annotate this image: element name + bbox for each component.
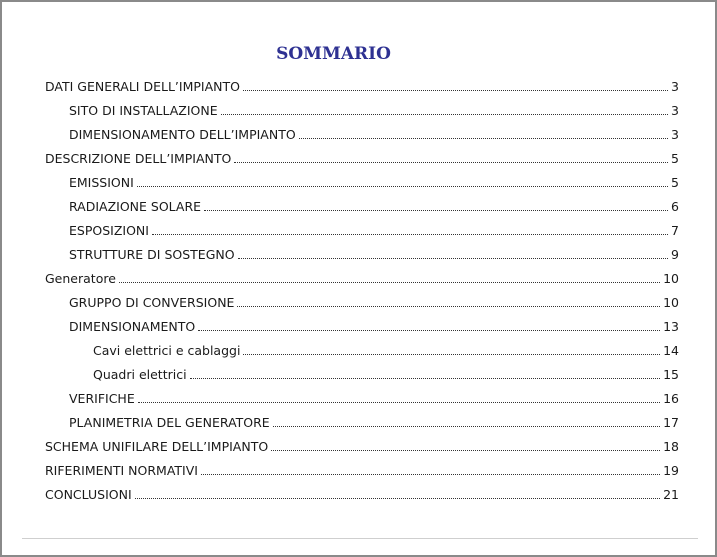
- dot-leader: [190, 378, 661, 379]
- dot-leader: [119, 282, 660, 283]
- dot-leader: [238, 258, 668, 259]
- toc-entry[interactable]: [45, 120, 679, 144]
- toc-entry-page-number: 15: [663, 367, 679, 382]
- toc-entry-title: GRUPPO DI CONVERSIONE: [69, 295, 235, 310]
- toc-entry-page-number: 5: [671, 151, 679, 166]
- toc-entry-page-number: 14: [663, 343, 679, 358]
- toc-entry-title: DIMENSIONAMENTO: [69, 319, 196, 334]
- dot-leader: [221, 114, 668, 115]
- dot-leader: [201, 474, 660, 475]
- toc-entry-page-number: 10: [663, 295, 679, 310]
- toc-entry[interactable]: [45, 192, 679, 216]
- dot-leader: [138, 402, 660, 403]
- toc-entry-title: PLANIMETRIA DEL GENERATORE: [69, 415, 270, 430]
- toc-title: SOMMARIO: [276, 44, 391, 64]
- dot-leader: [273, 426, 660, 427]
- toc-entry-page-number: 3: [671, 127, 679, 142]
- toc-entry-page-number: 19: [663, 463, 679, 478]
- toc-entry-page-number: 18: [663, 439, 679, 454]
- dot-leader: [137, 186, 668, 187]
- toc-entry-title: STRUTTURE DI SOSTEGNO: [69, 247, 235, 262]
- toc-entry[interactable]: [45, 360, 679, 384]
- toc-entry-page-number: 9: [671, 247, 679, 262]
- toc-entry-page-number: 7: [671, 223, 679, 238]
- toc-entry[interactable]: [45, 336, 679, 360]
- dot-leader: [271, 450, 660, 451]
- dot-leader: [237, 306, 660, 307]
- footer-divider: [22, 538, 698, 539]
- dot-leader: [234, 162, 668, 163]
- toc-entry[interactable]: [45, 480, 679, 504]
- dot-leader: [204, 210, 668, 211]
- toc-entry[interactable]: [45, 312, 679, 336]
- toc-entry-title: Cavi elettrici e cablaggi: [93, 343, 241, 358]
- toc-entry-page-number: 17: [663, 415, 679, 430]
- toc-entry-title: DIMENSIONAMENTO DELL’IMPIANTO: [69, 127, 296, 142]
- toc-entry-title: SITO DI INSTALLAZIONE: [69, 103, 218, 118]
- toc-entry[interactable]: [45, 216, 679, 240]
- toc-entry-page-number: 3: [671, 103, 679, 118]
- toc-entry[interactable]: [45, 408, 679, 432]
- toc-entry-page-number: 21: [663, 487, 679, 502]
- toc-entry-page-number: 13: [663, 319, 679, 334]
- toc-entry-title: RIFERIMENTI NORMATIVI: [45, 463, 198, 478]
- toc-entry[interactable]: [45, 432, 679, 456]
- toc-entry[interactable]: [45, 144, 679, 168]
- toc-entry-page-number: 5: [671, 175, 679, 190]
- toc-entry-page-number: 16: [663, 391, 679, 406]
- toc-entry-title: VERIFICHE: [69, 391, 135, 406]
- dot-leader: [135, 498, 660, 499]
- toc-entry-title: DATI GENERALI DELL’IMPIANTO: [45, 79, 240, 94]
- toc-entry-title: ESPOSIZIONI: [69, 223, 149, 238]
- toc-entry-page-number: 10: [663, 271, 679, 286]
- toc-entry-title: RADIAZIONE SOLARE: [69, 199, 202, 214]
- dot-leader: [198, 330, 660, 331]
- toc-entry[interactable]: [45, 96, 679, 120]
- toc-entry[interactable]: [45, 72, 679, 96]
- toc-entry-title: EMISSIONI: [69, 175, 134, 190]
- toc-entry-title: Quadri elettrici: [93, 367, 187, 382]
- toc-entry-title: Generatore: [45, 271, 116, 286]
- toc-entry[interactable]: [45, 456, 679, 480]
- dot-leader: [243, 90, 668, 91]
- table-of-contents: [45, 72, 679, 504]
- toc-entry-page-number: 6: [671, 199, 679, 214]
- dot-leader: [299, 138, 668, 139]
- toc-entry-page-number: 3: [671, 79, 679, 94]
- toc-entry[interactable]: [45, 240, 679, 264]
- dot-leader: [152, 234, 668, 235]
- toc-entry[interactable]: [45, 168, 679, 192]
- toc-entry-title: CONCLUSIONI: [45, 487, 132, 502]
- toc-entry[interactable]: [45, 288, 679, 312]
- toc-entry-title: DESCRIZIONE DELL’IMPIANTO: [45, 151, 232, 166]
- toc-entry-title: SCHEMA UNIFILARE DELL’IMPIANTO: [45, 439, 269, 454]
- toc-entry[interactable]: [45, 264, 679, 288]
- toc-entry[interactable]: [45, 384, 679, 408]
- dot-leader: [243, 354, 660, 355]
